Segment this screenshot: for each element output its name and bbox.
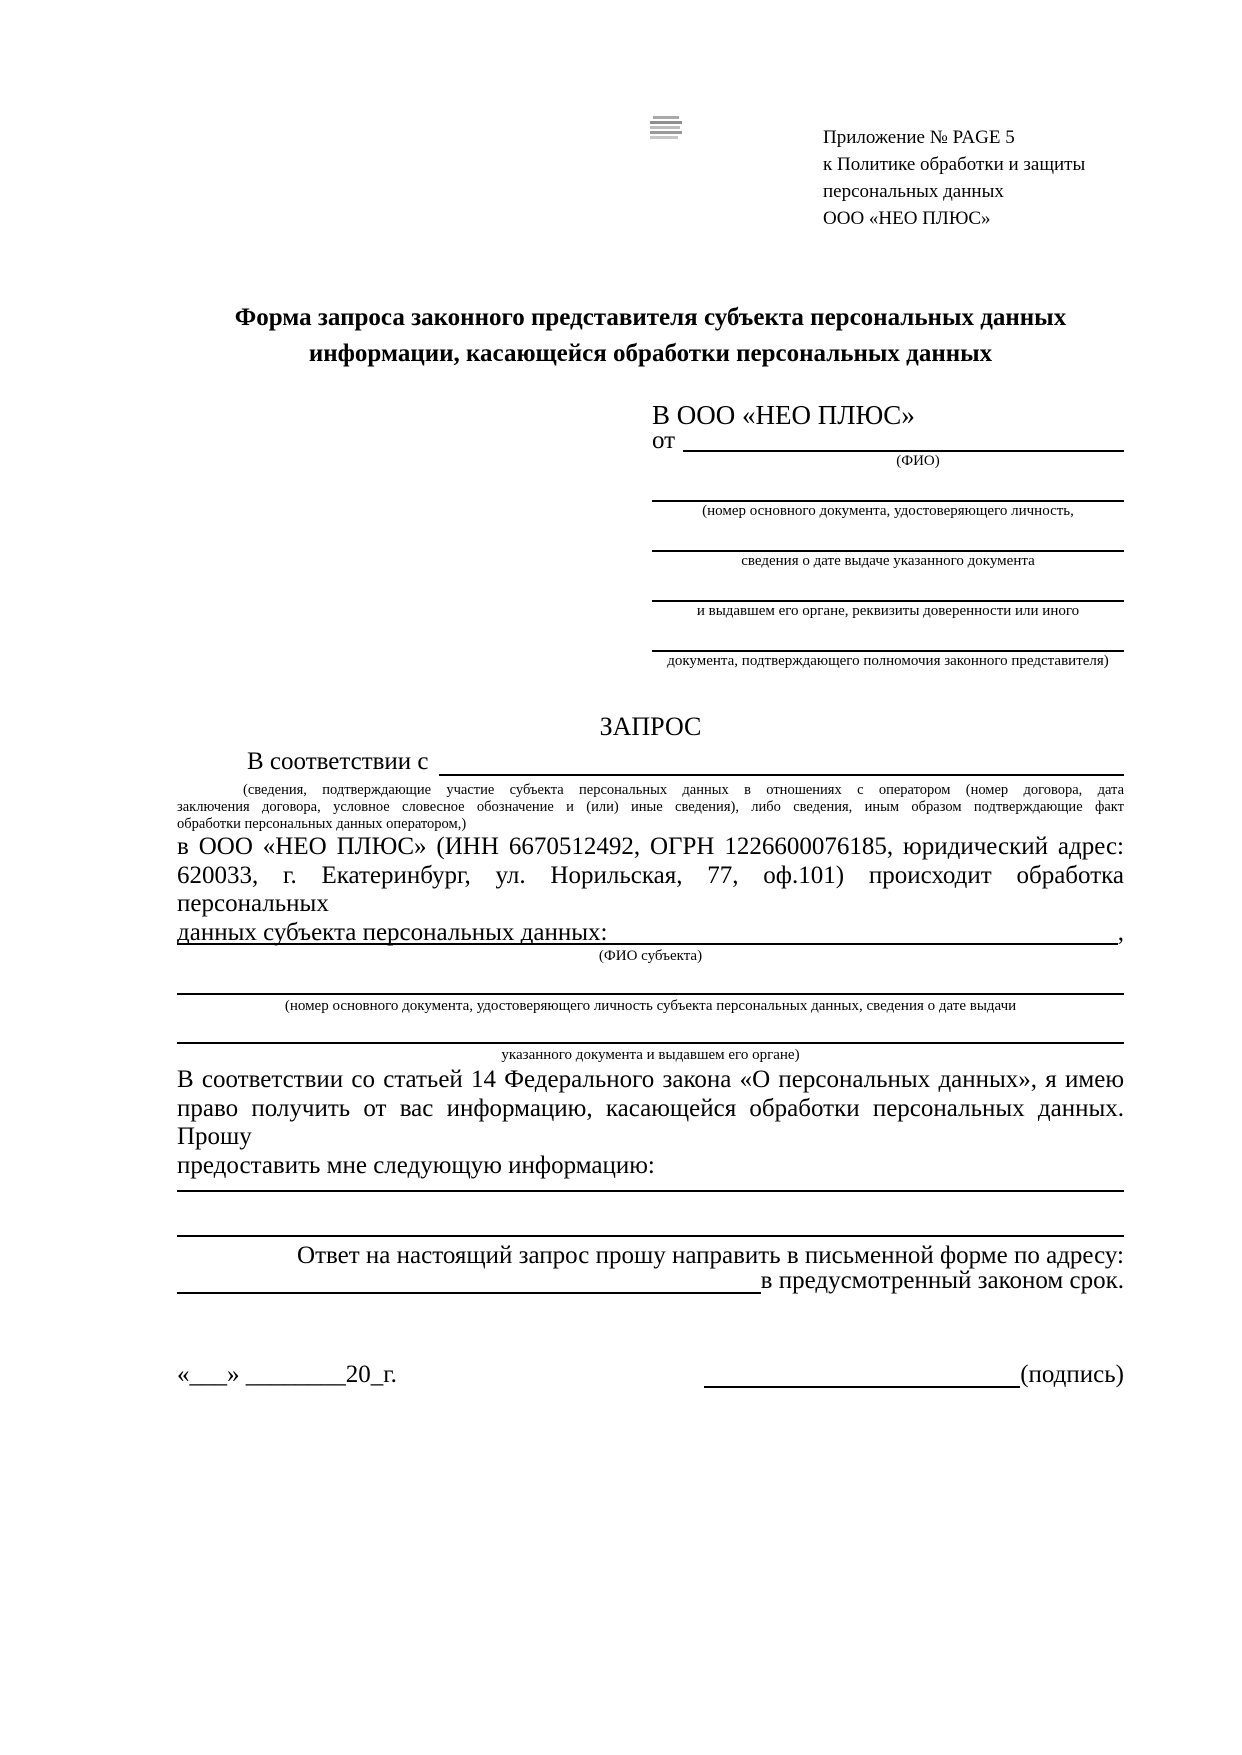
small-print-note: [177, 782, 1124, 833]
signature-caption: (подпись): [1020, 1361, 1124, 1388]
addressee-block: [652, 398, 1124, 670]
document-field-group: [652, 570, 1124, 620]
signature-field: [704, 1362, 1124, 1388]
document-field-group: [652, 470, 1124, 520]
document-blank-line: [652, 620, 1124, 652]
requested-info-blank-line: [177, 1235, 1124, 1237]
document-field-caption: сведения о дате выдаче указанного документа: [741, 553, 1035, 569]
note-line: обработки персональных данных оператором,): [177, 816, 467, 832]
fio-caption: (ФИО): [896, 453, 940, 469]
document-field-group: [652, 520, 1124, 570]
subject-doc-caption: (номер основного документа, удостоверяющего личность субъекта персональных данных, сведения о дате выдачи: [284, 998, 1017, 1014]
date-field: «___» ________20_г.: [177, 1361, 397, 1388]
subject-fio-caption: (ФИО субъекта): [598, 948, 703, 964]
requested-info-blank-line: [177, 1190, 1124, 1192]
document-blank-line: [652, 570, 1124, 602]
law-paragraph-line: В соответствии со статьей 14 Федерального закона «О персональных данных», я имею: [177, 1066, 1124, 1093]
subject-doc-blank-line: [177, 993, 1124, 995]
from-field: [652, 427, 1124, 454]
subject-doc-blank-line: [177, 1042, 1124, 1044]
accordance-blank-line: [439, 774, 1124, 776]
operator-paragraph-line: 620033, г. Екатеринбург, ул. Норильская, 77, оф.101) происходит обработка персональных: [177, 861, 1124, 917]
operator-paragraph-line: в ООО «НЕО ПЛЮС» (ИНН 6670512492, ОГРН 1226600076185, юридический адрес:: [177, 833, 1124, 860]
document-field-caption: и выдавшем его органе, реквизиты доверенности или иного: [696, 603, 1080, 619]
document-field-caption: (номер основного документа, удостоверяющего личность,: [702, 503, 1074, 519]
note-line: заключения договора, условное словесное обозначение и (или) иные сведения), либо сведения, иным образом подтверждающие факт: [177, 799, 1124, 815]
addressee-organization: В ООО «НЕО ПЛЮС»: [652, 400, 915, 430]
annex-header-line: к Политике обработки и защиты: [823, 154, 1086, 175]
law-paragraph: [177, 1066, 1124, 1180]
reply-instruction: Ответ на настоящий запрос прошу направить в письменной форме по адресу:: [297, 1242, 1124, 1269]
note-line: (сведения, подтверждающие участие субъекта персональных данных в отношениях с оператором (номер договора, дата: [243, 782, 1124, 798]
accordance-label: В соответствии с: [247, 748, 429, 775]
subject-fio-blank-line: [177, 943, 1118, 945]
request-heading: ЗАПРОС: [599, 712, 702, 741]
subject-fio-trailing-comma: ,: [1117, 919, 1124, 946]
document-blank-line: [652, 470, 1124, 502]
annex-header-line: ООО «НЕО ПЛЮС»: [823, 208, 991, 229]
reply-address-blank-line: [177, 1292, 761, 1294]
document-field-group: [652, 620, 1124, 670]
embedded-object-artifact-icon: [650, 116, 682, 141]
document-field-caption: документа, подтверждающего полномочия законного представителя): [667, 653, 1109, 669]
subject-doc-caption: указанного документа и выдавшем его органе): [501, 1047, 800, 1063]
reply-tail-text: в предусмотренный законом срок.: [760, 1267, 1124, 1294]
accordance-field: [177, 748, 1124, 776]
reply-address-field: [177, 1268, 1124, 1294]
annex-header-line: Приложение № PAGE 5: [823, 127, 1015, 148]
law-paragraph-line: право получить от вас информацию, касающейся обработки персональных данных. Прошу: [177, 1094, 1124, 1150]
operator-paragraph-line: данных субъекта персональных данных:: [177, 918, 608, 946]
subject-fio-field: [177, 918, 1124, 945]
page-title-line: Форма запроса законного представителя субъекта персональных данных: [234, 304, 1067, 331]
law-paragraph-line: предоставить мне следующую информацию:: [177, 1151, 655, 1179]
document-blank-line: [652, 520, 1124, 552]
signature-blank-line: [704, 1386, 1020, 1388]
annex-header-line: персональных данных: [823, 181, 1004, 202]
annex-header-note: [823, 124, 1153, 232]
page-title: [177, 300, 1124, 372]
page-title-line: информации, касающейся обработки персональных данных: [308, 340, 993, 367]
from-label: от: [652, 427, 676, 454]
